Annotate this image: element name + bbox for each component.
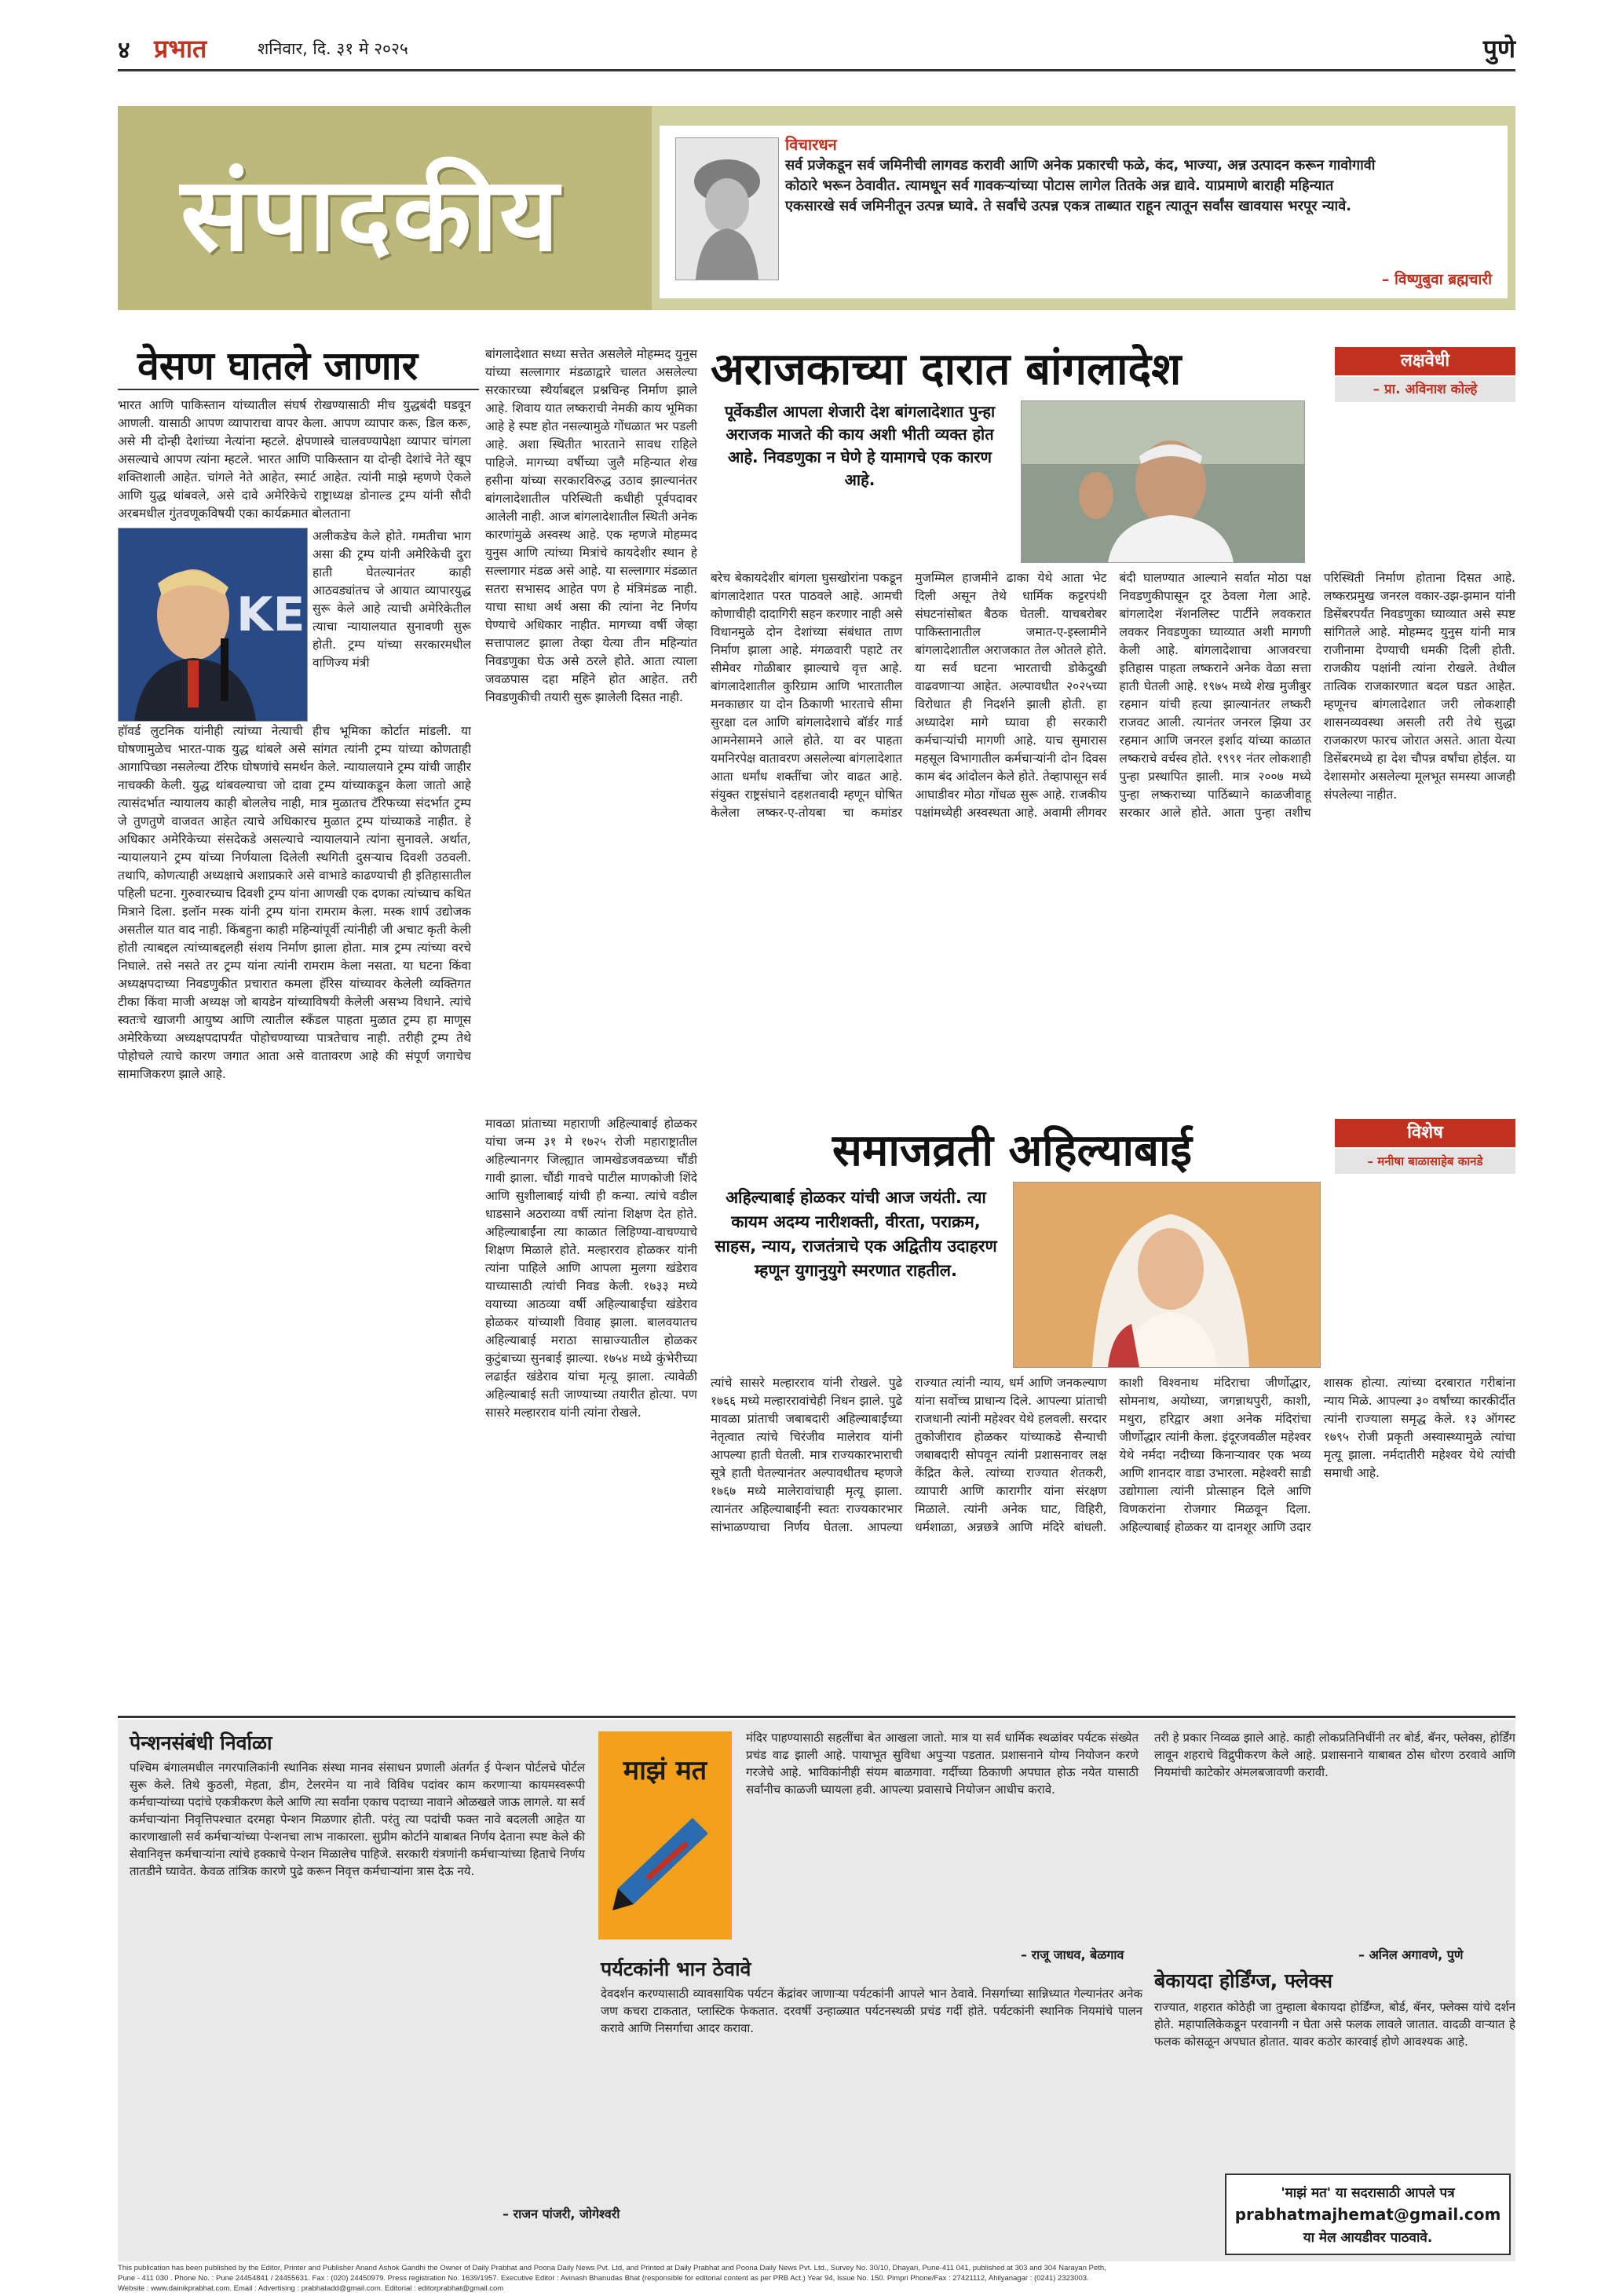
pen-icon (598, 1802, 732, 1928)
page-number: ४ (118, 37, 130, 64)
masthead-rule (118, 69, 1515, 71)
section-tag-vishesh: विशेष (1335, 1119, 1515, 1147)
letter-2-title: पर्यटकांनी भान ठेवावे (601, 1958, 751, 1980)
trump-photo (118, 528, 308, 722)
maaz-mat-logo-text: माझं मत (623, 1755, 707, 1786)
ahilyabai-painting (1013, 1182, 1321, 1368)
brand-logo: प्रभात (154, 34, 207, 64)
letter-1-title: पेन्शनसंबंधी निर्वाळा (130, 1731, 272, 1754)
editorial-para-2: अलीकडेच केले होते. गमतीचा भाग असा की ट्रम्प यांनी अमेरिकेची दुरा हाती घेतल्यानंतर काही आठवड्यांतच जे आयात व्यापारयुद्ध सुरू केले आहे त्याची अमेरिकेतील त्याचा न्यायालयात सुनावणी सुरू होती. ट्रम्प यांच्या सरकारमधील वाणिज्य मंत्री (313, 529, 471, 670)
bangladesh-body: बरेच बेकायदेशीर बांगला घुसखोरांना पकडून बांगलादेशात परत पाठवले आहे. आमची कोणाचीही दादागिरी सहन करणार नाही असे विधानमुळे दोन देशांच्या संबंधात ताण निर्माण झाला आहे. मंगळवारी पहाटे तर सीमेवर गोळीबार झाल्याचे वृत्त आहे. बांगलादेशातील कुरिग्राम आणि भारतातील मनकाछार या दोन ठिकाणी भारताचे सीमा सुरक्षा दल आणि बांगलादेशाचे बॉर्डर गार्ड आमनेसामने आले होते. या वर पाहता यमनिरपेक्ष वातावरण असलेल्या बांगलादेशात आता धर्मांध शक्तींचा जोर वाढत आहे. संयुक्त राष्ट्रसंघाने दहशतवादी म्हणून घोषित केलेला लष्कर-ए-तोयबा चा कमांडर मुजम्मिल हाजमीने ढाका येथे आता भेट दिली असून तेथे धार्मिक कट्टरपंथी संघटनांसोबत बैठक घेतली. याचबरोबर पाकिस्तानातील जमात-ए-इस्लामीने बांगलादेशातील अराजकात तेल ओतले होते. या सर्व घटना भारताची डोकेदुखी वाढवणाऱ्या आहेत. अल्पावधीत २०२५च्या विरोधात ही निदर्शने झाली होती. हा अध्यादेश मागे घ्यावा ही सरकारी कर्मचाऱ्यांची मागणी आहे. याच सुमारास महसूल विभागातील कर्मचाऱ्यांनी दोन दिवस काम बंद आंदोलन केले होते. तेव्हापासून सर्व आघाडीवर मोठा गोंधळ सुरू आहे. राजकीय पक्षांमध्येही अस्वस्थता आहे. अवामी लीगवर बंदी घालण्यात आल्याने सर्वात मोठा पक्ष निवडणुकीपासून दूर ठेवला गेला आहे. बांगलादेश नॅशनलिस्ट पार्टीने लवकरात लवकर निवडणुका घ्याव्यात अशी मागणी केली आहे. बांगलादेशाचा आजवरचा इतिहास पाहता लष्कराने अनेक वेळा सत्ता हाती घेतली आहे. १९७५ मध्ये शेख मुजीबुर रहमान यांची हत्या झाल्यानंतर लष्करी राजवट आली. त्यानंतर जनरल झिया उर रहमान आणि जनरल इर्शाद यांच्या काळात लष्कराचे वर्चस्व होते. १९९१ नंतर लोकशाही पुन्हा प्रस्थापित झाली. मात्र २००७ मध्ये पुन्हा लष्कराच्या पाठिंब्याने काळजीवाहू सरकार आले होते. आता पुन्हा तशीच परिस्थिती निर्माण होताना दिसत आहे. लष्करप्रमुख जनरल वकार-उझ-झमान यांनी डिसेंबरपर्यंत निवडणुका घ्याव्यात असे स्पष्ट सांगितले आहे. मोहम्मद युनुस यांनी मात्र राजीनामा देण्याची धमकी दिली होती. राजकीय पक्षांनी त्यांना रोखले. तेथील तात्विक राजकारणात बदल घडत आहेत. म्हणूनच बांगलादेशात जरी लोकशाही शासनव्यवस्था असली तरी तेथे सुद्धा राजकारण फारच जोरात असते. आता येत्या डिसेंबरमध्ये हा देश चौपन्न वर्षांचा होईल. या देशासमोर असलेल्या मूलभूत समस्या आजही संपलेल्या नाहीत. (711, 571, 1515, 820)
yunus-photo (1021, 400, 1305, 563)
thought-text: सर्व प्रजेकडून सर्व जमिनीची लागवड करावी आणि अनेक प्रकारची फळे, कंद, भाज्या, अन्न उत्पादन करून गावोगावी कोठारे भरून ठेवावीत. त्यामधून सर्व गावकऱ्यांच्या पोटास लागेल तितके अन्न द्यावे. याप्रमाणे बाराही महिन्यात एकसारखे सर्व जमिनीतून उत्पन्न घ्यावे. ते सर्वांचे उत्पन्न एकत्र ताब्यात राहून त्यातून सर्वांस खावयास भरपूर न्यावे. (785, 157, 1376, 214)
editorial-headline: वेसण घातले जाणार (137, 343, 419, 389)
letter-4-title: बेकायदा होर्डिंग्ज, फ्लेक्स (1154, 1969, 1333, 1992)
imprint-line-2: Pune - 411 030 . Phone No. : Pune 24454841 / 24455631. Fax : (020) 24450979. Press registration No. 1639/1957. Executive Editor : Avinash Bhanudas Bhat (responsible for editorial content as per PRB Act.) Year 94, Issue No. 150. Pimpri Phone/Fax : 27421112, Ahilyanagar : (0241) 2323003. (118, 2274, 1089, 2283)
submission-box (1225, 2174, 1511, 2255)
letter-1-signature: – राजन पांजरी, जोगेश्वरी (503, 2206, 620, 2221)
letter-continuation: मंदिर पाहण्यासाठी सहलींचा बेत आखला जातो. मात्र या सर्व धार्मिक स्थळांवर पर्यटक संख्येत प्रचंड वाढ झाली आहे. पायाभूत सुविधा अपुऱ्या पडतात. प्रशासनाने योग्य नियोजन करणे गरजेचे आहे. भाविकांनीही संयम बाळगावा. गर्दीच्या ठिकाणी अपघात होऊ नयेत यासाठी सर्वांनीच काळजी घ्यायला हवी. आपल्या प्रवासाचे नियोजन आधीच करावे. (746, 1731, 1139, 1797)
editorial-para-3: हॉवर्ड लुटनिक यांनीही त्यांच्या नेत्याची हीच भूमिका कोर्टात मांडली. या घोषणामुळेच भारत-पाक युद्ध थांबले असे सांगत त्यांनी ट्रम्प यांच्या कोणताही आगापिच्छा नसलेल्या टॅरिफ घोषणांचे समर्थन केले. न्यायालयाने ट्रम्प यांची जाहीर नाचक्की केली. युद्ध थांबवल्याचा जो दावा ट्रम्प यांच्याकडून केला जातो आहे त्यासंदर्भात न्यायालय काही बोललेच नाही, मात्र मुळातच टॅरिफच्या संदर्भात ट्रम्प जे तुणतुणे वाजवत आहेत त्याचे अधिकारच मुळात ट्रम्प यांच्याकडे नाहीत. हे अधिकार अमेरिकेच्या संसदेकडे असल्याचे न्यायालयाने त्यांना सुनावले. अर्थात, न्यायालयाने ट्रम्प यांच्या निर्णयाला दिलेली स्थगिती दुसऱ्याच दिवशी उठवली. तथापि, कोणत्याही अध्यक्षाचे अशाप्रकारे असे वाभाडे काढण्याची ही इतिहासातील पहिली घटना. गुरुवारच्याच दिवशी ट्रम्प यांना आणखी एक दणका त्यांच्याच कथित मित्राने दिला. इलॉन मस्क यांनी ट्रम्प यांना रामराम केला. मस्क शार्प उद्योजक असतील यात वाद नाही. किंबहुना काही महिन्यांपूर्वी त्यांनीही जी अचाट कृती केली होती त्याबद्दल त्यांच्याबद्दलही संशय निर्माण झाला होता. मात्र ट्रम्प त्यांच्या वरचे निघाले. तसे नसते तर ट्रम्प यांना त्यांनी रामराम केला नसता. या घटना किंवा अध्यक्षपदाच्या निवडणुकीत प्रचारात कमला हॅरिस यांच्यावर केलेली व्यक्तिगत टीका किंवा माजी अध्यक्ष जो बायडेन यांच्याविषयी केलेली असभ्य विधाने. त्यांचे स्वतःचे खाजगी आयुष्य आणि त्यातील स्कँडल पाहता मुळात ट्रम्प हा माणूस अमेरिकेच्या अध्यक्षपदापर्यंत पोहोचण्याच्या पात्रतेचाच नाही. तरीही ट्रम्प तेथे पोहोचले त्याचे कारण जगात आता असे वातावरण आहे की संपूर्ण जगाचेच सामाजिकरण झाले आहे. (118, 724, 471, 1081)
submission-line-3: या मेल आयडीवर पाठवावे. (1303, 2230, 1433, 2246)
thought-label: विचारधन (785, 135, 837, 154)
imprint-line-3: Website : www.dainikprabhat.com. Email : Advertising : prabhatadd@gmail.com. Editorial : editorprabhat@gmail.com (118, 2284, 504, 2293)
thought-author: – विष्णुबुवा ब्रह्मचारी (1381, 271, 1492, 288)
thought-box (660, 126, 1508, 298)
ahilya-deck: अहिल्याबाई होळकर यांची आज जयंती. त्या कायम अदम्य नारीशक्ती, वीरता, पराक्रम, साहस, न्याय, राजतंत्राचे एक अद्वितीय उदाहरण म्हणून युगानुयुगे स्मरणात राहतील. (715, 1188, 997, 1280)
submission-email[interactable]: prabhatmajhemat@gmail.com (1234, 2205, 1501, 2224)
masthead (118, 31, 1515, 66)
section-tag-lakshvedhi: लक्षवेधी (1335, 347, 1515, 375)
ahilya-body: त्यांचे सासरे मल्हारराव यांनी रोखले. पुढे १७६६ मध्ये मल्हाररावांचेही निधन झाले. पुढे मावळा प्रांताची जबाबदारी अहिल्याबाईंच्या नेतृत्वात त्यांचे चिरंजीव मालेराव यांनी आपल्या हाती घेतली. मात्र राज्यकारभाराची सूत्रे हाती घेतल्यानंतर अल्पावधीतच म्हणजे १७६७ मध्ये मालेरावांचाही मृत्यू झाला. त्यानंतर अहिल्याबाईंनी स्वतः राज्यकारभार सांभाळण्याचा निर्णय घेतला. आपल्या राज्यात त्यांनी न्याय, धर्म आणि जनकल्याण यांना सर्वोच्च प्राधान्य दिले. आपल्या प्रांताची राजधानी त्यांनी महेश्वर येथे हलवली. सरदार तुकोजीराव होळकर यांच्याकडे सैन्याची जबाबदारी सोपवून त्यांनी प्रशासनावर लक्ष केंद्रित केले. त्यांच्या राज्यात शेतकरी, व्यापारी आणि कारागीर यांना संरक्षण मिळाले. त्यांनी अनेक घाट, विहिरी, धर्मशाळा, अन्नछत्रे आणि मंदिरे बांधली. काशी विश्वनाथ मंदिराचा जीर्णोद्धार, सोमनाथ, अयोध्या, जगन्नाथपुरी, काशी, मथुरा, हरिद्वार अशा अनेक मंदिरांचा जीर्णोद्धार त्यांनी केला. इंदूरजवळील महेश्वर येथे नर्मदा नदीच्या किनाऱ्यावर एक भव्य आणि शानदार वाडा उभारला. महेश्वरी साडी उद्योगाला त्यांनी प्रोत्साहन दिले आणि विणकरांना रोजगार मिळवून दिला. अहिल्याबाई होळकर या दानशूर आणि उदार शासक होत्या. त्यांच्या दरबारात गरीबांना न्याय मिळे. आपल्या ३० वर्षांच्या कारकीर्दीत त्यांनी राज्याला समृद्ध केले. १३ ऑगस्ट १७९५ रोजी प्रकृती अस्वास्थ्यामुळे त्यांचा मृत्यू झाला. नर्मदातीरी महेश्वर येथे त्यांची समाधी आहे. (711, 1376, 1515, 1534)
letters-top-rule (118, 1716, 1515, 1718)
letter-1-body: पश्चिम बंगालमधील नगरपालिकांनी स्थानिक संस्था मानव संसाधन प्रणाली अंतर्गत ई पेन्शन पोर्टलचे पोर्टल सुरू केले. तिथे कुठली, मेहता, डीम, टेलरमेन या नावे विविध पदांवर काम करणाऱ्या कायमस्वरूपी कर्मचाऱ्यांच्या पदांचे एकत्रीकरण केले आणि त्या सर्वांना एकाच पदाच्या नावाने ओळखले जाऊ लागले. या सर्व कर्मचाऱ्यांना निवृत्तिपश्चात दरमहा पेन्शन मिळणार होती. परंतु त्या पदांची फक्त नावे बदलली आहेत या कारणाखाली सर्व कर्मचाऱ्यांच्या पेन्शनचा लाभ नाकारला. सुप्रीम कोर्टाने याबाबत निर्णय देताना स्पष्ट केले की सेवानिवृत्त कर्मचाऱ्यांना त्यांचे हक्काचे पेन्शन मिळालेच पाहिजे. सरकारी यंत्रणांनी कर्मचाऱ्यांच्या हिताचे निर्णय तातडीने घ्यावेत. केवळ तांत्रिक कारणे पुढे करून निवृत्त कर्मचाऱ्यांना त्रास देऊ नये. (130, 1760, 585, 1878)
thinker-portrait (675, 137, 779, 280)
letter-5-body: तरी हे प्रकार निव्वळ झाले आहे. काही लोकप्रतिनिधींनी तर बोर्ड, बॅनर, फ्लेक्स, होर्डिंग लावून शहराचे विद्रुपीकरण केले आहे. प्रशासनाने याबाबत ठोस धोरण ठरवावे आणि नियमांची काटेकोर अंमलबजावणी करावी. (1154, 1731, 1515, 1779)
ahilya-right-column (1335, 1182, 1515, 1370)
bangladesh-headline: अराजकाच्या दारात बांगलादेश (711, 344, 1182, 395)
ahilya-author: – मनीषा बाळासाहेब कानडे (1335, 1149, 1515, 1174)
imprint-footer (118, 2263, 1515, 2294)
ahilya-lead-column: मावळा प्रांताच्या महाराणी अहिल्याबाई होळकर यांचा जन्म ३१ मे १७२५ रोजी महाराष्ट्रातील अहिल्यानगर जिल्ह्यात जामखेडजवळच्या चौंडी गावी झाला. चौंडी गावचे पाटील माणकोजी शिंदे आणि सुशीलाबाई यांची ही कन्या. त्यांचे वडील धाडसाने अठराव्या वर्षी त्यांना शिक्षण देत होते. अहिल्याबाईंना त्या काळात लिहिण्या-वाचण्याचे शिक्षण मिळाले होते. मल्हारराव होळकर यांनी त्यांना पाहिले आणि आपला मुलगा खंडेराव याच्यासाठी त्यांची निवड केली. १७३३ मध्ये वयाच्या आठव्या वर्षी अहिल्याबाईंचा खंडेराव होळकर यांच्याशी विवाह झाला. बालवयातच अहिल्याबाई मराठा साम्राज्यातील होळकर कुटुंबाच्या सुनबाई झाल्या. १७५४ मध्ये कुंभेरीच्या लढाईत खंडेराव यांचा मृत्यू झाला. त्यावेळी अहिल्याबाई सती जाण्याच्या तयारीत होत्या. पण सासरे मल्हारराव यांनी त्यांना रोखले. (485, 1117, 697, 1420)
issue-date: शनिवार, दि. ३१ मे २०२५ (258, 39, 408, 58)
editorial-banner (118, 106, 1515, 310)
city-label: पुणे (1482, 34, 1515, 64)
editorial-para-1: भारत आणि पाकिस्तान यांच्यातील संघर्ष रोखण्यासाठी मीच युद्धबंदी घडवून आणली. यासाठी आपण व्यापाराचा वापर केला. आपण व्यापार करू, डिल करू, असे मी दोन्ही देशांच्या नेत्यांना म्हटले. क्षेपणास्त्रे चालवण्यापेक्षा व्यापार चांगला असल्याचे आपण त्यांना म्हटले. भारत आणि पाकिस्तान या दोन्ही देशांचे नेते खूप शक्तिशाली आहेत. चांगले नेते आहेत, स्मार्ट आहेत. त्यांनी माझे म्हणणे ऐकले आणि युद्ध थांबवले, असे दावे अमेरिकेचे राष्ट्राध्यक्ष डोनाल्ड ट्रम्प यांनी सौदी अरबमधील गुंतवणूकविषयी एका कार्यक्रमात बोलताना (118, 398, 471, 521)
imprint-line-1: This publication has been published by the Editor, Printer and Publisher Anand Ashok Gandhi the Owner of Daily Prabhat and Poona Daily News Pvt. Ltd, and Printed at Daily Prabhat and Poona Daily News Pvt. Ltd., Survey No. 30/10, Dhayari, Pune-411 041, published at 303 and 304 Narayan Peth, (118, 2264, 1106, 2272)
letter-2-body: देवदर्शन करण्यासाठी व्यावसायिक पर्यटन केंद्रांवर जाणाऱ्या पर्यटकांनी आपले भान ठेवावे. निसर्गाच्या सान्निध्यात गेल्यानंतर अनेक जण कचरा टाकतात, प्लास्टिक फेकतात. दरवर्षी उन्हाळ्यात पर्यटनस्थळी प्रचंड गर्दी होते. पर्यटकांनी स्थानिक नियमांचे पालन करावे आणि निसर्गाचा आदर करावा. (601, 1987, 1142, 2035)
ahilya-headline: समाजव्रती अहिल्याबाई (832, 1125, 1193, 1176)
letter-4-body: राज्यात, शहरात कोठेही जा तुम्हाला बेकायदा होर्डिंग्ज, बोर्ड, बॅनर, फ्लेक्स यांचे दर्शन होते. महापालिकेकडून परवानगी न घेता असे फलक लावले जातात. वादळी वाऱ्यात हे फलक कोसळून अपघात होतात. यावर कठोर कारवाई होणे आवश्यक आहे. (1154, 2000, 1515, 2049)
bangladesh-deck: पूर्वेकडील आपला शेजारी देश बांगलादेशात पुन्हा अराजक माजते की काय अशी भीती व्यक्त होत आहे. निवडणुका न घेणे हे यामागचे एक कारण आहे. (724, 402, 996, 489)
banner-title: संपादकीय (181, 155, 561, 274)
bangladesh-author: – प्रा. अविनाश कोल्हे (1335, 377, 1515, 402)
letter-3-signature: – राजू जाधव, बेळगाव (1021, 1947, 1124, 1962)
svg-text:KE: KE (236, 587, 305, 642)
letter-4-signature: – अनिल अगावणे, पुणे (1358, 1947, 1464, 1962)
editorial-rule (118, 389, 479, 390)
maaz-mat-logo (598, 1731, 732, 1940)
bangladesh-lead-column: बांगलादेशात सध्या सत्तेत असलेले मोहम्मद युनुस यांच्या सल्लागार मंडळाद्वारे चालत असलेल्या सरकारच्या स्थैर्याबद्दल प्रश्नचिन्ह निर्माण झाले आहे. शिवाय यात लष्कराची नेमकी काय भूमिका आहे हे स्पष्ट होत नसल्यामुळे गोंधळात भर पडली आहे. अशा स्थितीत भारताने सावध राहिले पाहिजे. मागच्या वर्षीच्या जुलै महिन्यात शेख हसीना यांच्या सरकारविरुद्ध उठाव झाल्यानंतर बांगलादेशातील परिस्थिती कधीही पूर्वपदावर आलेली नाही. आज बांगलादेशातील स्थिती अनेक कारणांमुळे अस्वस्थ आहे. एक म्हणजे मोहम्मद युनुस आणि त्यांच्या मित्रांचे कायदेशीर स्थान हे सल्लागार मंडळ असे आहे. या सल्लागार मंडळात सतरा सभासद आहेत पण हे मंत्रिमंडळ नाही. याचा साधा अर्थ असा की त्यांना नेट निर्णय घेण्याचे अधिकार नाहीत. मागच्या वर्षी जेव्हा सत्तापालट झाला तेव्हा येत्या तीन महिन्यांत निवडणुका घेऊ असे ठरले होते. आता त्याला जवळपास दहा महिने होत आहेत. तरी निवडणुकीची तयारी सुरू झालेली दिसत नाही. (485, 347, 697, 704)
submission-line-1: 'माझं मत' या सदरासाठी आपले पत्र (1281, 2185, 1455, 2201)
